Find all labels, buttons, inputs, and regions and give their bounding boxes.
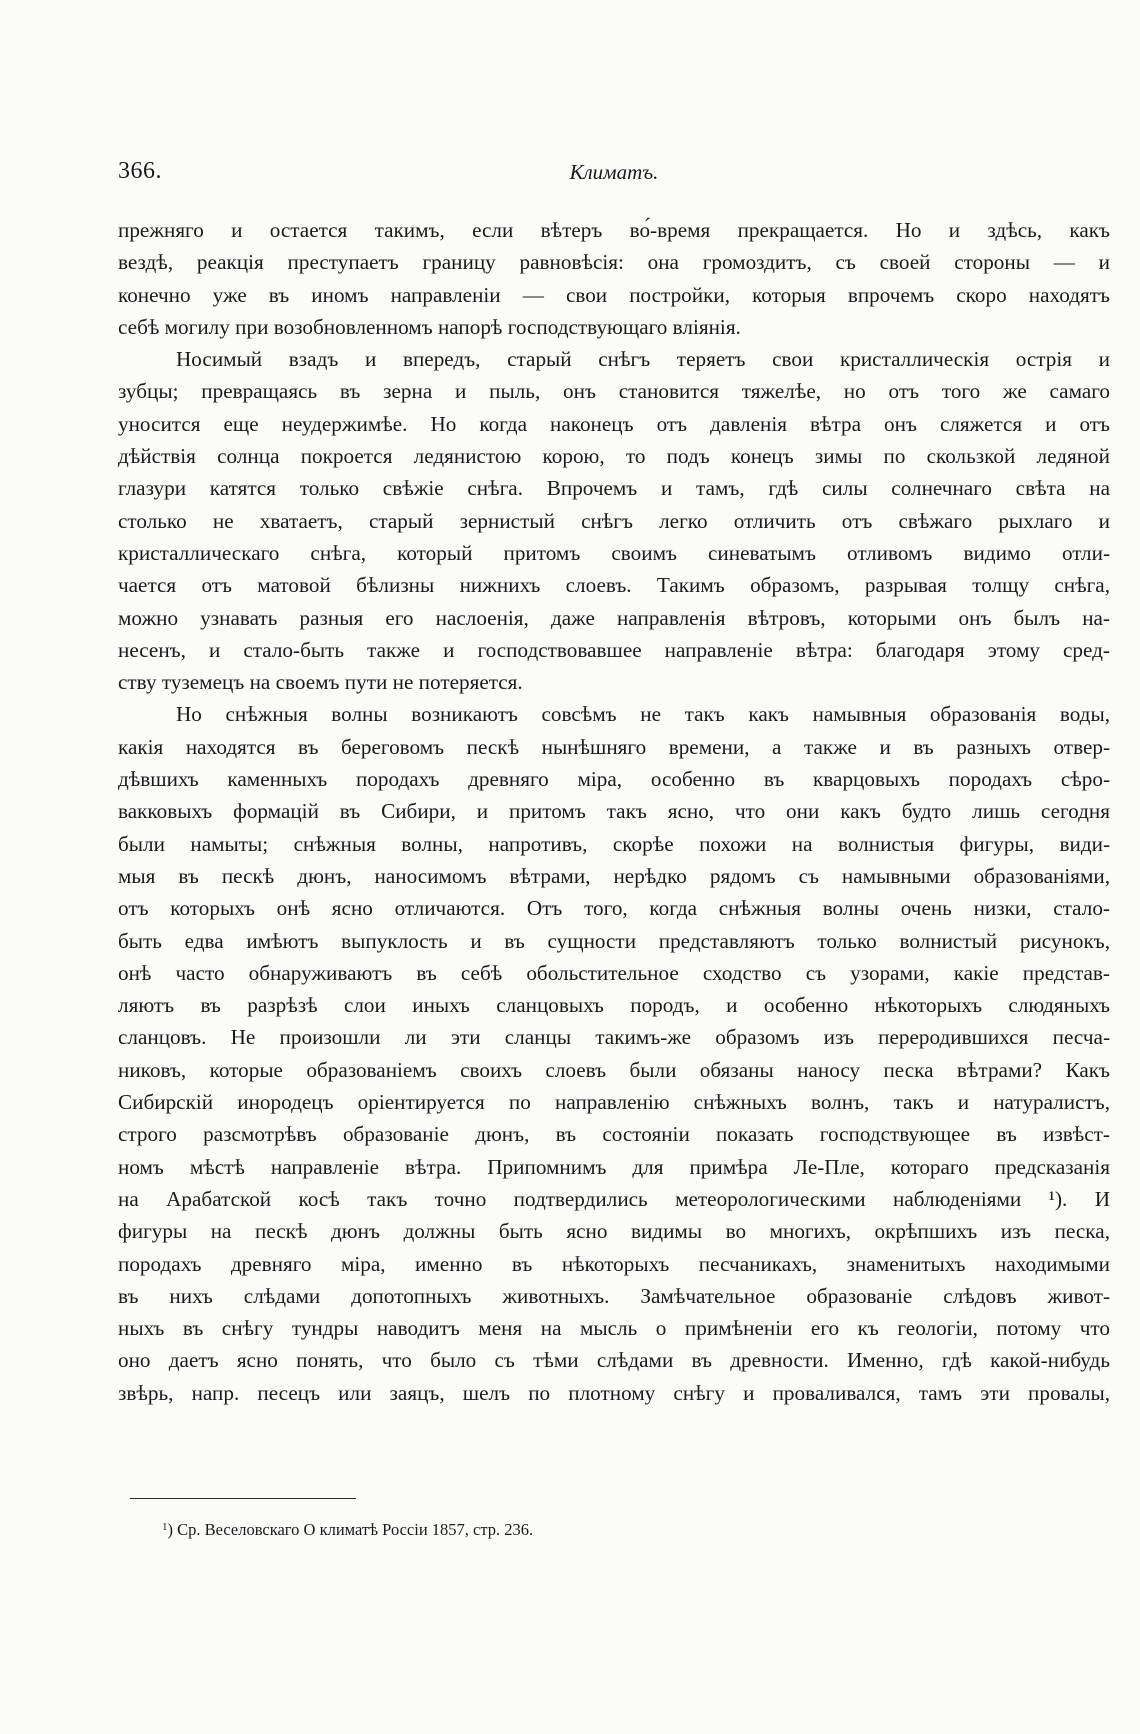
- text-line: уносится еще неудержимѣе. Но когда наконецъ отъ давленія вѣтра онъ сляжется и отъ: [118, 411, 1110, 436]
- text-line: Сибирскій инородецъ оріентируется по направленію снѣжныхъ волнъ, такъ и натуралистъ,: [118, 1090, 1110, 1115]
- text-line: чается отъ матовой бѣлизны нижнихъ слоевъ. Такимъ образомъ, разрывая толщу снѣга,: [118, 573, 1110, 598]
- text-line: дѣвшихъ каменныхъ породахъ древняго міра, особенно въ кварцовыхъ породахъ сѣро-: [118, 767, 1110, 792]
- text-line: оно даетъ ясно понять, что было съ тѣми слѣдами въ древности. Именно, гдѣ какой-нибудь: [118, 1348, 1110, 1373]
- text-line: глазури катятся только свѣжіе снѣга. Впрочемъ и тамъ, гдѣ силы солнечнаго свѣта на: [118, 476, 1110, 501]
- text-line: вездѣ, реакція преступаетъ границу равновѣсія: она громоздитъ, съ своей стороны — и: [118, 250, 1110, 275]
- text-line: быть едва имѣютъ выпуклость и въ сущности представляютъ только волнистый рисунокъ,: [118, 928, 1110, 953]
- text-line: онѣ часто обнаруживаютъ въ себѣ обольстительное сходство съ узорами, какіе представ-: [118, 960, 1110, 985]
- text-line: Но снѣжныя волны возникаютъ совсѣмъ не такъ какъ намывныя образованія воды,: [176, 702, 1110, 727]
- text-line: звѣрь, напр. песецъ или заяцъ, шелъ по плотному снѣгу и проваливался, тамъ эти провалы,: [118, 1380, 1110, 1405]
- text-line: ляютъ въ разрѣзѣ слои иныхъ сланцовыхъ породъ, и особенно нѣкоторыхъ слюдяныхъ: [118, 993, 1110, 1018]
- text-line: на Арабатской косѣ такъ точно подтвердились метеорологическими наблюденіями ¹). И: [118, 1186, 1110, 1211]
- page-number: 366.: [118, 158, 162, 184]
- text-line: номъ мѣстѣ направленіе вѣтра. Припомнимъ для примѣра Ле-Пле, котораго предсказанія: [118, 1154, 1110, 1179]
- body-text: [118, 214, 1110, 1409]
- text-line: Носимый взадъ и впередъ, старый снѣгъ теряетъ свои кристаллическія острія и: [176, 347, 1110, 372]
- text-line: несенъ, и стало-быть также и господствовавшее направленіе вѣтра: благодаря этому сред-: [118, 637, 1110, 662]
- text-line: ству туземецъ на своемъ пути не потеряется.: [118, 670, 523, 695]
- text-line: породахъ древняго міра, именно въ нѣкоторыхъ песчаникахъ, знаменитыхъ находимыми: [118, 1251, 1110, 1276]
- running-head: Климатъ.: [569, 160, 659, 184]
- text-line: были намыты; снѣжныя волны, напротивъ, скорѣе похожи на волнистыя фигуры, види-: [118, 831, 1110, 856]
- text-line: себѣ могилу при возобновленномъ напорѣ господствующаго вліянія.: [118, 314, 741, 339]
- text-line: кристаллическаго снѣга, который притомъ своимъ синеватымъ отливомъ видимо отли-: [118, 540, 1110, 565]
- text-line: дѣйствія солнца покроется ледянистою корою, то подъ конецъ зимы по скользкой ледяной: [118, 444, 1110, 469]
- footnote: [162, 1520, 533, 1540]
- text-line: прежняго и остается такимъ, если вѣтеръ во́-время прекращается. Но и здѣсь, какъ: [118, 218, 1110, 242]
- text-line: сланцовъ. Не произошли ли эти сланцы такимъ-же образомъ изъ переродившихся песча-: [118, 1025, 1110, 1050]
- text-line: конечно уже въ иномъ направленіи — свои постройки, которыя впрочемъ скоро находятъ: [118, 282, 1110, 307]
- footnote-divider: [130, 1498, 356, 1499]
- text-line: ныхъ въ снѣгу тундры наводитъ меня на мысль о примѣненіи его къ геологіи, потому что: [118, 1316, 1110, 1341]
- text-line: вакковыхъ формацій въ Сибири, и притомъ такъ ясно, что они какъ будто лишь сегодня: [118, 799, 1110, 824]
- text-line: можно узнавать разныя его наслоенія, даже направленія вѣтровъ, которыми онъ былъ на-: [118, 605, 1110, 630]
- footnote-marker: 1: [162, 1521, 168, 1533]
- text-line: столько не хватаетъ, старый зернистый снѣгъ легко отличить отъ свѣжаго рыхлаго и: [118, 508, 1110, 533]
- text-line: какія находятся въ береговомъ пескѣ нынѣшняго времени, а также и въ разныхъ отвер-: [118, 734, 1110, 759]
- text-line: фигуры на пескѣ дюнъ должны быть ясно видимы во многихъ, окрѣпшихъ изъ песка,: [118, 1219, 1110, 1244]
- text-line: отъ которыхъ онѣ ясно отличаются. Отъ того, когда снѣжныя волны очень низки, стало-: [118, 896, 1110, 921]
- page-header: [118, 158, 1110, 194]
- text-line: строго разсмотрѣвъ образованіе дюнъ, въ состояніи показать господствующее въ извѣст-: [118, 1122, 1110, 1147]
- text-line: въ нихъ слѣдами допотопныхъ животныхъ. Замѣчательное образованіе слѣдовъ живот-: [118, 1283, 1110, 1308]
- text-line: мыя въ пескѣ дюнъ, наносимомъ вѣтрами, нерѣдко рядомъ съ намывными образованіями,: [118, 863, 1110, 888]
- text-line: зубцы; превращаясь въ зерна и пыль, онъ становится тяжелѣе, но отъ того же самаго: [118, 379, 1110, 404]
- text-line: никовъ, которые образованіемъ своихъ слоевъ были обязаны наносу песка вѣтрами? Какъ: [118, 1057, 1110, 1082]
- footnote-text: ) Ср. Веселовскаго О климатѣ Россіи 1857, стр. 236.: [167, 1520, 534, 1539]
